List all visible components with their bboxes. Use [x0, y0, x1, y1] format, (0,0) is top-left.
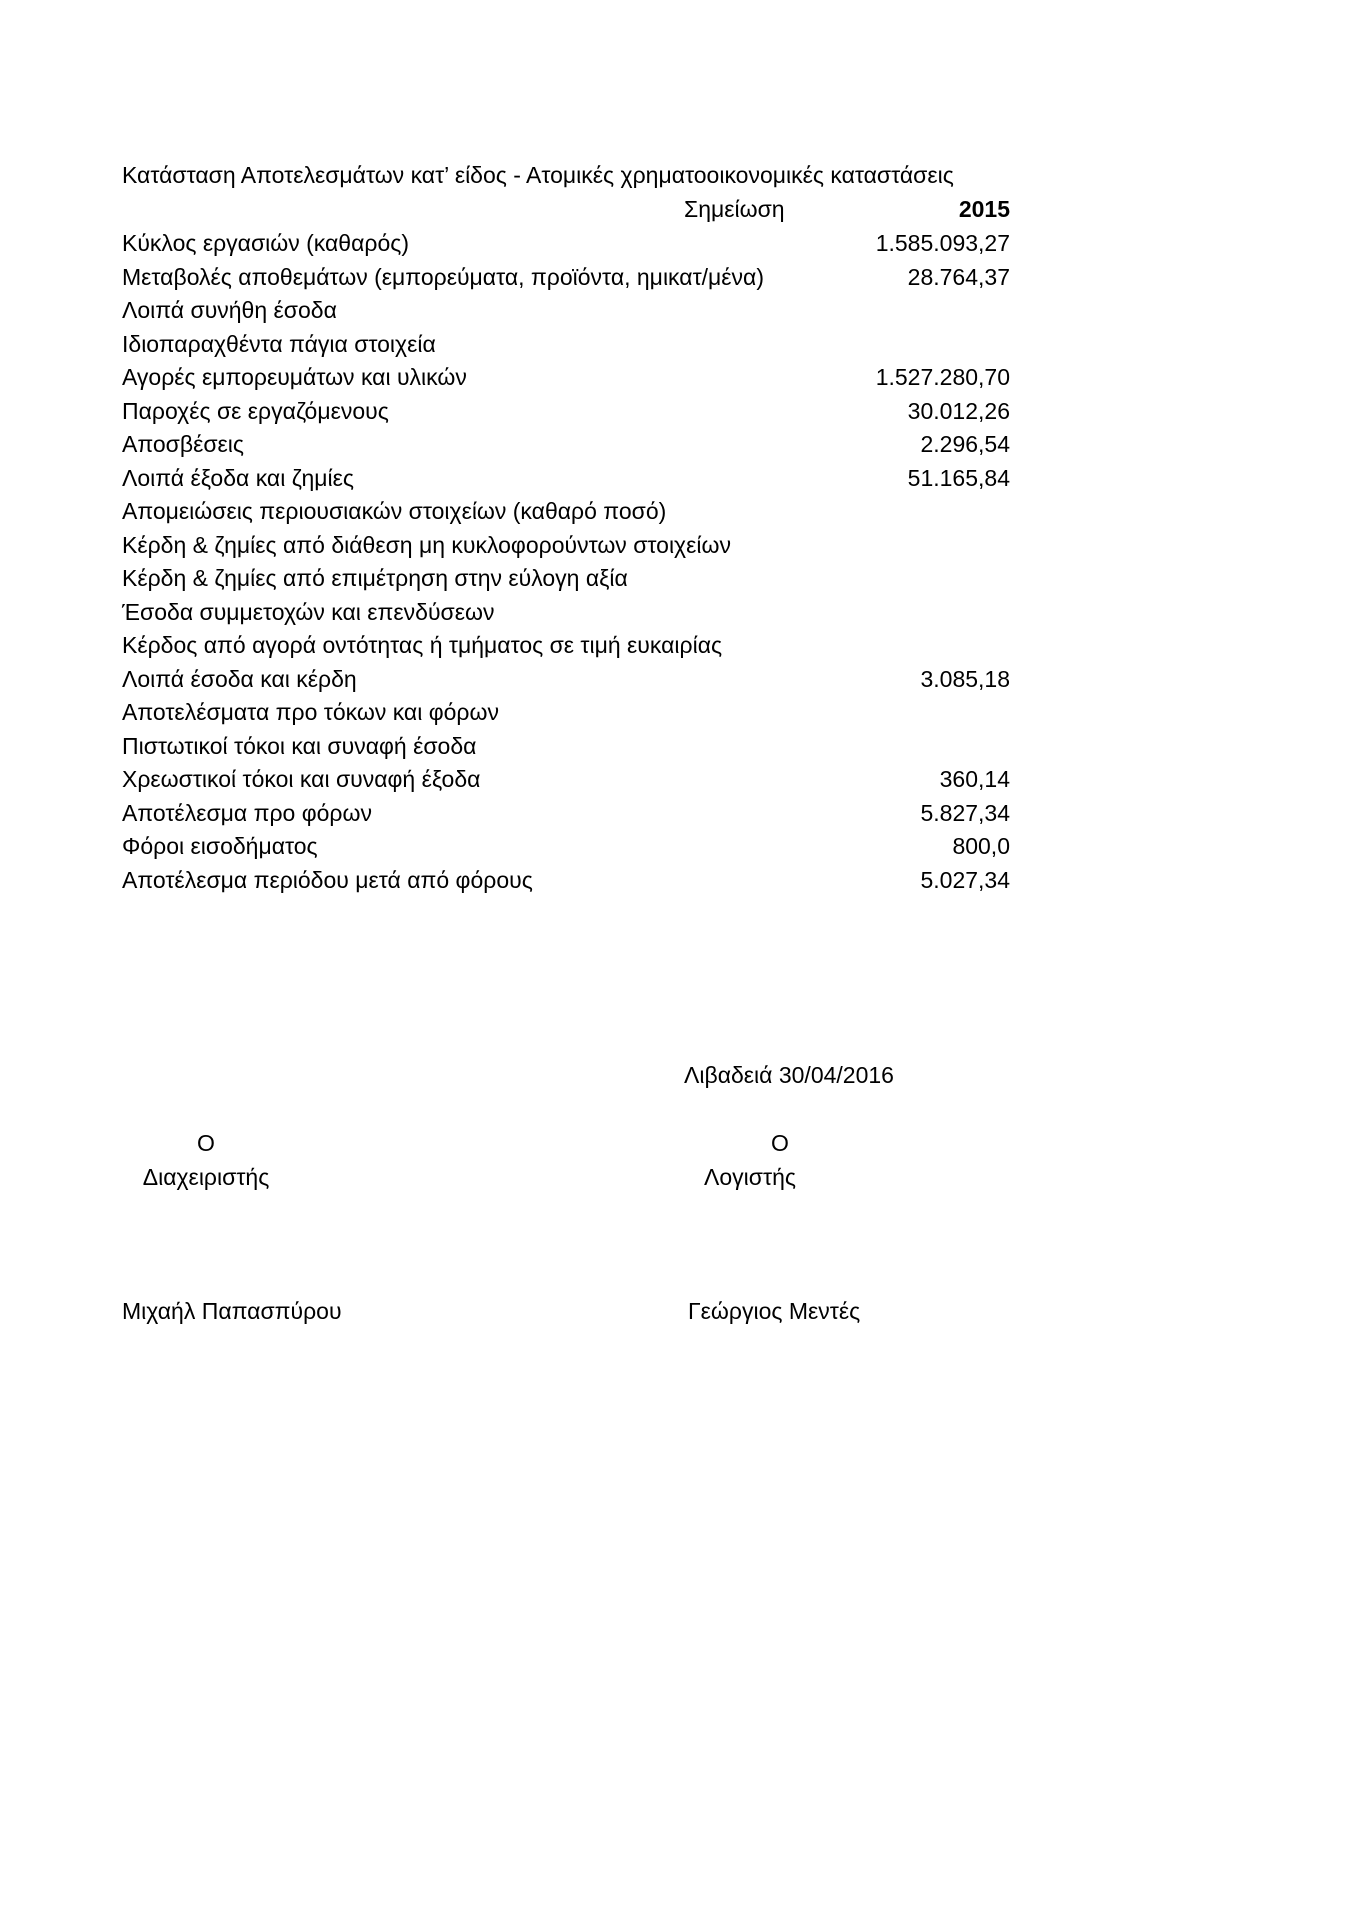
- row-label: Κέρδη & ζημίες από επιμέτρηση στην εύλογη αξία: [122, 565, 628, 591]
- table-row: [122, 731, 1010, 765]
- row-label: Λοιπά συνήθη έσοδα: [122, 297, 337, 323]
- income-statement-table: [122, 228, 1010, 898]
- document-title: Κατάσταση Αποτελεσμάτων κατ’ είδος - Ατομικές χρηματοοικονομικές καταστάσεις: [122, 162, 954, 188]
- note-column-header: Σημείωση: [684, 196, 785, 222]
- table-row: [122, 664, 1010, 698]
- row-label: Αποτέλεσμα περιόδου μετά από φόρους: [122, 866, 533, 893]
- row-label: Αποσβέσεις: [122, 431, 244, 457]
- table-row: [122, 865, 1010, 899]
- row-label: Χρεωστικοί τόκοι και συναφή έξοδα: [122, 766, 481, 792]
- accountant-role: Λογιστής: [704, 1164, 796, 1190]
- row-label: Αποτελέσματα προ τόκων και φόρων: [122, 699, 499, 725]
- row-label: Αγορές εμπορευμάτων και υλικών: [122, 364, 467, 390]
- row-value: 800,0: [952, 833, 1010, 859]
- table-row: [122, 396, 1010, 430]
- table-row: [122, 630, 1010, 664]
- row-label: Λοιπά έσοδα και κέρδη: [122, 665, 357, 692]
- table-row: [122, 831, 1010, 865]
- row-value: 5.027,34: [920, 866, 1010, 893]
- row-value: 360,14: [939, 766, 1010, 792]
- table-row: [122, 764, 1010, 798]
- row-label: Φόροι εισοδήματος: [122, 833, 318, 859]
- row-label: Πιστωτικοί τόκοι και συναφή έσοδα: [122, 732, 477, 759]
- row-label: Κύκλος εργασιών (καθαρός): [122, 230, 410, 256]
- row-label: Απομειώσεις περιουσιακών στοιχείων (καθαρό ποσό): [122, 498, 667, 524]
- row-label: Ιδιοπαραχθέντα πάγια στοιχεία: [122, 330, 436, 357]
- manager-article: Ο: [197, 1130, 215, 1156]
- manager-role: Διαχειριστής: [142, 1164, 270, 1190]
- table-row: [122, 429, 1010, 463]
- table-row: [122, 362, 1010, 396]
- row-value: 2.296,54: [920, 431, 1010, 457]
- table-row: [122, 697, 1010, 731]
- row-value: 30.012,26: [907, 397, 1010, 424]
- table-row: [122, 295, 1010, 329]
- table-row: [122, 563, 1010, 597]
- table-row: [122, 798, 1010, 832]
- row-label: Αποτέλεσμα προ φόρων: [122, 799, 372, 826]
- row-value: 28.764,37: [907, 263, 1010, 290]
- table-row: [122, 496, 1010, 530]
- table-row: [122, 329, 1010, 363]
- table-row: [122, 597, 1010, 631]
- row-label: Κέρδη & ζημίες από διάθεση μη κυκλοφορούντων στοιχείων: [122, 531, 731, 558]
- row-value: 3.085,18: [920, 665, 1010, 692]
- table-row: [122, 228, 1010, 262]
- manager-name: Μιχαήλ Παπασπύρου: [122, 1298, 342, 1324]
- table-row: [122, 463, 1010, 497]
- row-value: 5.827,34: [920, 799, 1010, 826]
- row-label: Έσοδα συμμετοχών και επενδύσεων: [122, 598, 495, 625]
- table-row: [122, 530, 1010, 564]
- year-column-header: 2015: [958, 196, 1010, 222]
- row-value: 51.165,84: [907, 464, 1010, 491]
- accountant-article: Ο: [771, 1130, 789, 1156]
- row-value: 1.585.093,27: [875, 230, 1010, 256]
- table-row: [122, 262, 1010, 296]
- place-date: Λιβαδειά 30/04/2016: [684, 1062, 894, 1088]
- row-label: Λοιπά έξοδα και ζημίες: [122, 464, 354, 491]
- row-label: Παροχές σε εργαζόμενους: [122, 397, 389, 424]
- row-value: 1.527.280,70: [875, 364, 1010, 390]
- accountant-name: Γεώργιος Μεντές: [688, 1298, 861, 1324]
- row-label: Κέρδος από αγορά οντότητας ή τμήματος σε τιμή ευκαιρίας: [122, 632, 723, 658]
- row-label: Μεταβολές αποθεμάτων (εμπορεύματα, προϊόντα, ημικατ/μένα): [122, 263, 765, 290]
